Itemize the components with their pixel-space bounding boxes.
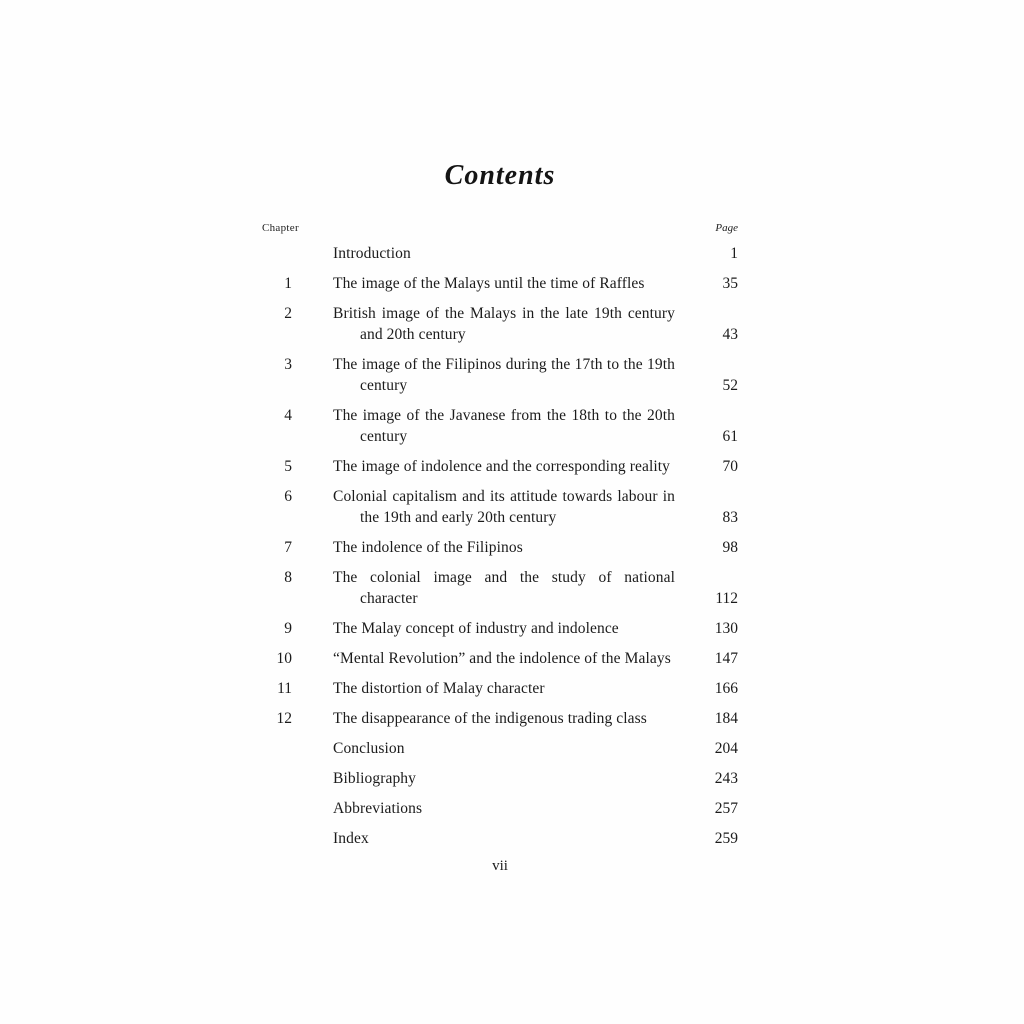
toc-entry	[262, 828, 738, 849]
entry-title: The image of the Malays until the time of Raffles	[333, 275, 645, 292]
toc-entry	[262, 243, 738, 264]
entry-page-number: 257	[714, 800, 738, 817]
folio-page-number: vii	[492, 858, 508, 874]
column-header-page: Page	[715, 222, 738, 234]
toc-entry	[262, 678, 738, 699]
column-header-chapter: Chapter	[262, 222, 299, 234]
toc-entry	[262, 303, 738, 345]
toc-entry	[262, 456, 738, 477]
entry-page-number: 98	[722, 539, 738, 556]
toc-entry	[262, 798, 738, 819]
toc-entry	[262, 537, 738, 558]
entry-page-number: 35	[722, 275, 738, 292]
entry-chapter-number	[262, 768, 333, 789]
entry-page-number: 184	[714, 710, 738, 727]
entry-chapter-number: 1	[284, 275, 292, 292]
entry-page-number: 204	[714, 740, 738, 757]
toc-content	[262, 0, 738, 875]
column-headers	[262, 222, 738, 234]
entry-page-number: 52	[722, 377, 738, 394]
entry-title: The image of indolence and the corresponding reality	[333, 458, 671, 475]
entry-title: The indolence of the Filipinos	[333, 539, 523, 556]
entry-chapter-number	[262, 828, 333, 849]
page-title: Contents	[444, 160, 556, 191]
entry-chapter-number: 6	[284, 488, 292, 505]
entry-title: The image of the Filipinos during the 17th to the 19th century	[333, 356, 675, 394]
entry-title: Colonial capitalism and its attitude towards labour in the 19th and early 20th century	[333, 488, 675, 526]
entry-title: Introduction	[333, 245, 411, 262]
entry-page-number: 166	[714, 680, 738, 697]
entry-chapter-number: 10	[276, 650, 292, 667]
toc-entry	[262, 768, 738, 789]
entry-chapter-number: 2	[284, 305, 292, 322]
toc-list	[262, 243, 738, 849]
entry-title: Abbreviations	[333, 800, 423, 817]
toc-entry	[262, 738, 738, 759]
entry-title: The Malay concept of industry and indolence	[333, 620, 619, 637]
entry-page-number: 243	[714, 770, 738, 787]
entry-page-number: 70	[722, 458, 738, 475]
toc-entry	[262, 354, 738, 396]
toc-entry	[262, 405, 738, 447]
entry-page-number: 147	[714, 650, 738, 667]
entry-title: The colonial image and the study of national character	[333, 569, 675, 607]
entry-page-number: 259	[714, 830, 738, 847]
entry-chapter-number: 9	[284, 620, 292, 637]
entry-title: Conclusion	[333, 740, 405, 757]
entry-page-number: 1	[730, 245, 738, 262]
entry-chapter-number	[262, 738, 333, 759]
entry-chapter-number: 11	[277, 680, 292, 697]
toc-entry	[262, 486, 738, 528]
entry-title: “Mental Revolution” and the indolence of the Malays	[333, 650, 671, 667]
entry-chapter-number	[262, 243, 333, 264]
entry-title: Bibliography	[333, 770, 416, 787]
toc-entry	[262, 648, 738, 669]
entry-title: British image of the Malays in the late 19th century and 20th century	[333, 305, 675, 343]
entry-page-number: 43	[722, 326, 738, 343]
toc-entry	[262, 708, 738, 729]
entry-title: The image of the Javanese from the 18th to the 20th century	[333, 407, 675, 445]
entry-chapter-number: 4	[284, 407, 292, 424]
entry-page-number: 130	[714, 620, 738, 637]
entry-title: Index	[333, 830, 369, 847]
entry-page-number: 61	[722, 428, 738, 445]
entry-chapter-number: 5	[284, 458, 292, 475]
entry-page-number: 112	[715, 590, 738, 607]
entry-title: The disappearance of the indigenous trading class	[333, 710, 647, 727]
entry-chapter-number	[262, 798, 333, 819]
entry-page-number: 83	[722, 509, 738, 526]
toc-entry	[262, 273, 738, 294]
toc-entry	[262, 618, 738, 639]
toc-entry	[262, 567, 738, 609]
entry-chapter-number: 8	[284, 569, 292, 586]
entry-chapter-number: 12	[276, 710, 292, 727]
entry-chapter-number: 7	[284, 539, 292, 556]
entry-title: The distortion of Malay character	[333, 680, 545, 697]
entry-chapter-number: 3	[284, 356, 292, 373]
